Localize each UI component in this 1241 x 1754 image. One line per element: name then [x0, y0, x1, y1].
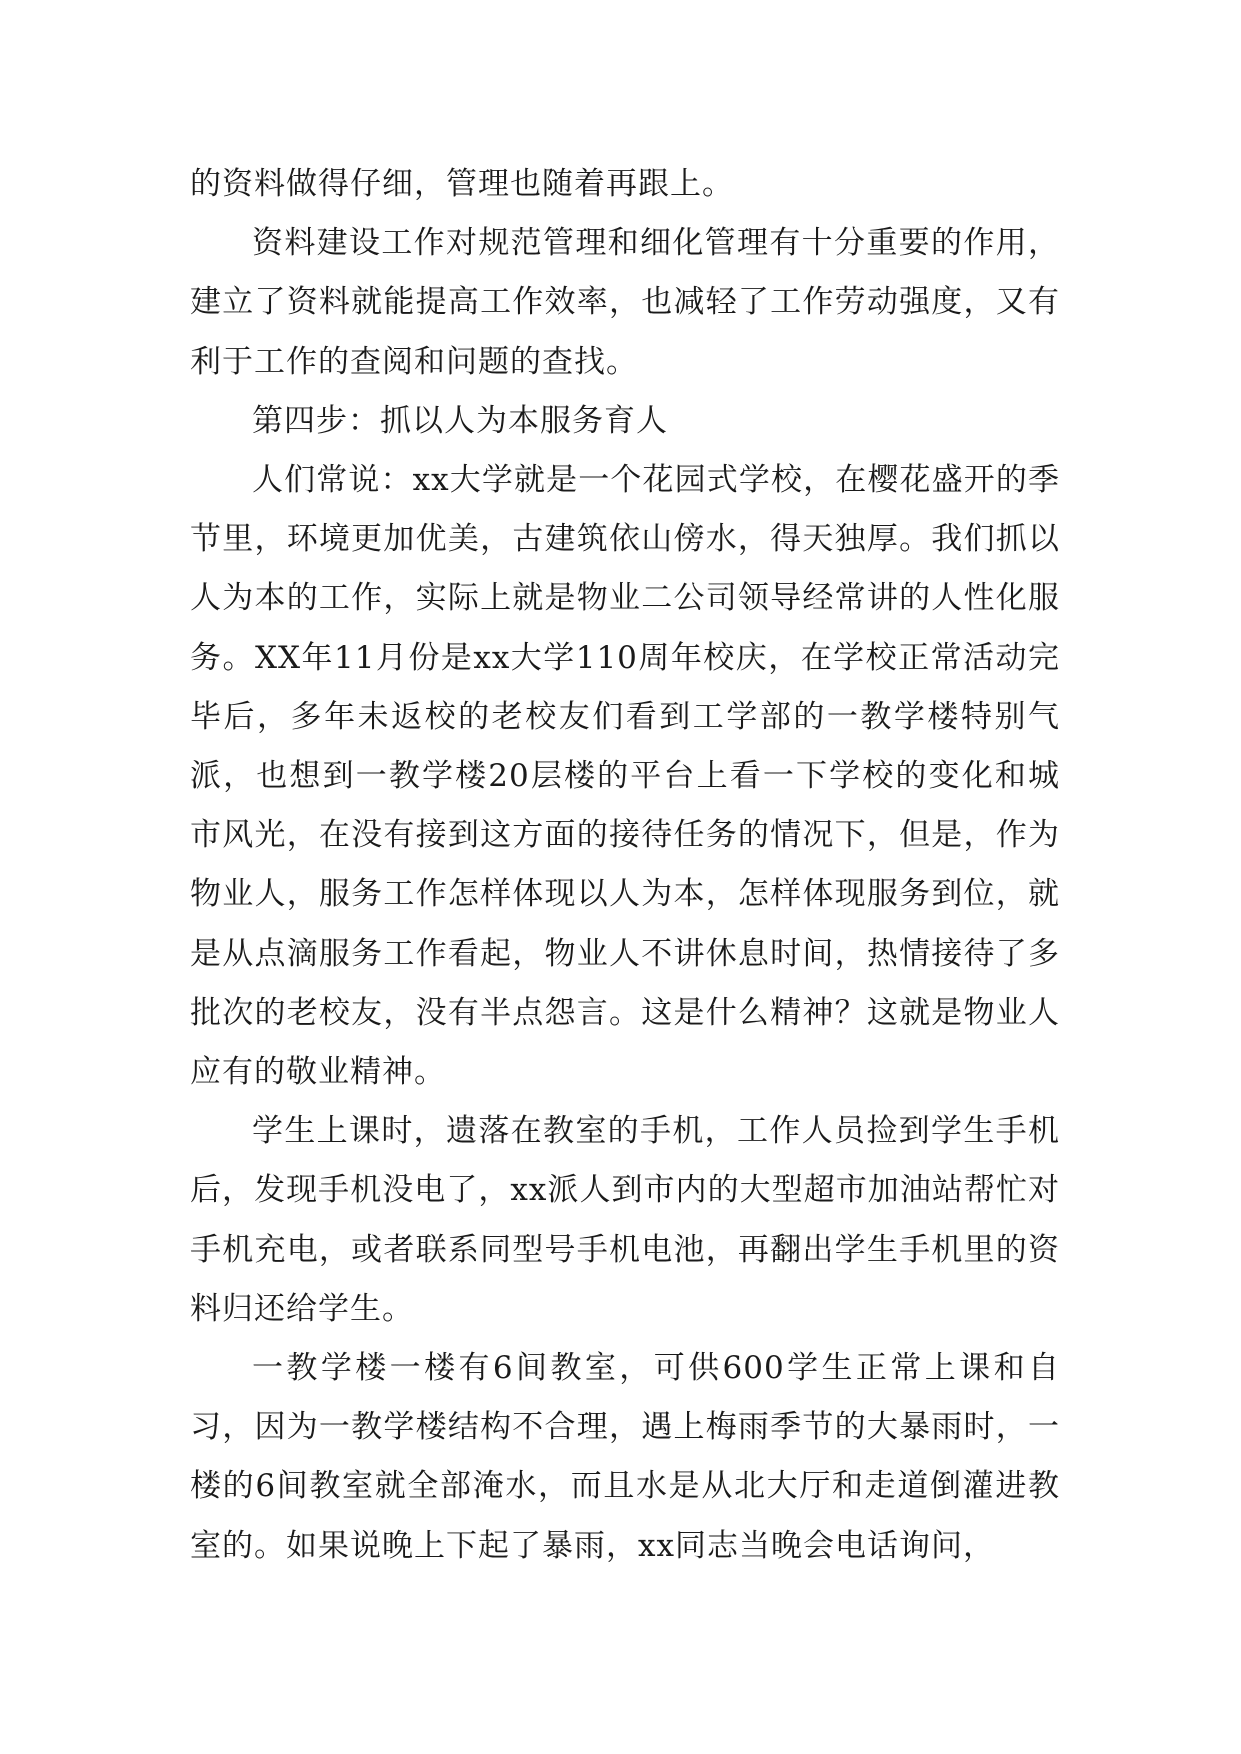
paragraph-data-construction: 资料建设工作对规范管理和细化管理有十分重要的作用，建立了资料就能提高工作效率，也减轻了工作劳动强度，又有利于工作的查阅和问题的查找。: [190, 225, 1060, 380]
paragraph-continuation: 的资料做得仔细，管理也随着再跟上。: [190, 166, 734, 202]
section-heading-step-four: 第四步：抓以人为本服务育人: [252, 402, 668, 439]
paragraph-people-oriented: 人们常说：xx大学就是一个花园式学校，在樱花盛开的季节里，环境更加优美，古建筑依山傍水，得天独厚。我们抓以人为本的工作，实际上就是物业二公司领导经常讲的人性化服务。XX年11月份是xx大学110周年校庆，在学校正常活动完毕后，多年未返校的老校友们看到工学部的一教学楼特别气派，也想到一教学楼20层楼的平台上看一下学校的变化和城市风光，在没有接到这方面的接待任务的情况下，但是，作为物业人，服务工作怎样体现以人为本，怎样体现服务到位，就是从点滴服务工作看起，物业人不讲休息时间，热情接待了多批次的老校友，没有半点怨言。这是什么精神？这就是物业人应有的敬业精神。: [190, 462, 1060, 1091]
paragraph-classroom-flooding: 一教学楼一楼有6间教室，可供600学生正常上课和自习，因为一教学楼结构不合理，遇上梅雨季节的大暴雨时，一楼的6间教室就全部淹水，而且水是从北大厅和走道倒灌进教室的。如果说晚上下起了暴雨，xx同志当晚会电话询问，: [190, 1350, 1060, 1564]
document-body: [190, 155, 1060, 1576]
paragraph-lost-phone: 学生上课时，遗落在教室的手机，工作人员捡到学生手机后，发现手机没电了，xx派人到市内的大型超市加油站帮忙对手机充电，或者联系同型号手机电池，再翻出学生手机里的资料归还给学生。: [190, 1113, 1060, 1327]
